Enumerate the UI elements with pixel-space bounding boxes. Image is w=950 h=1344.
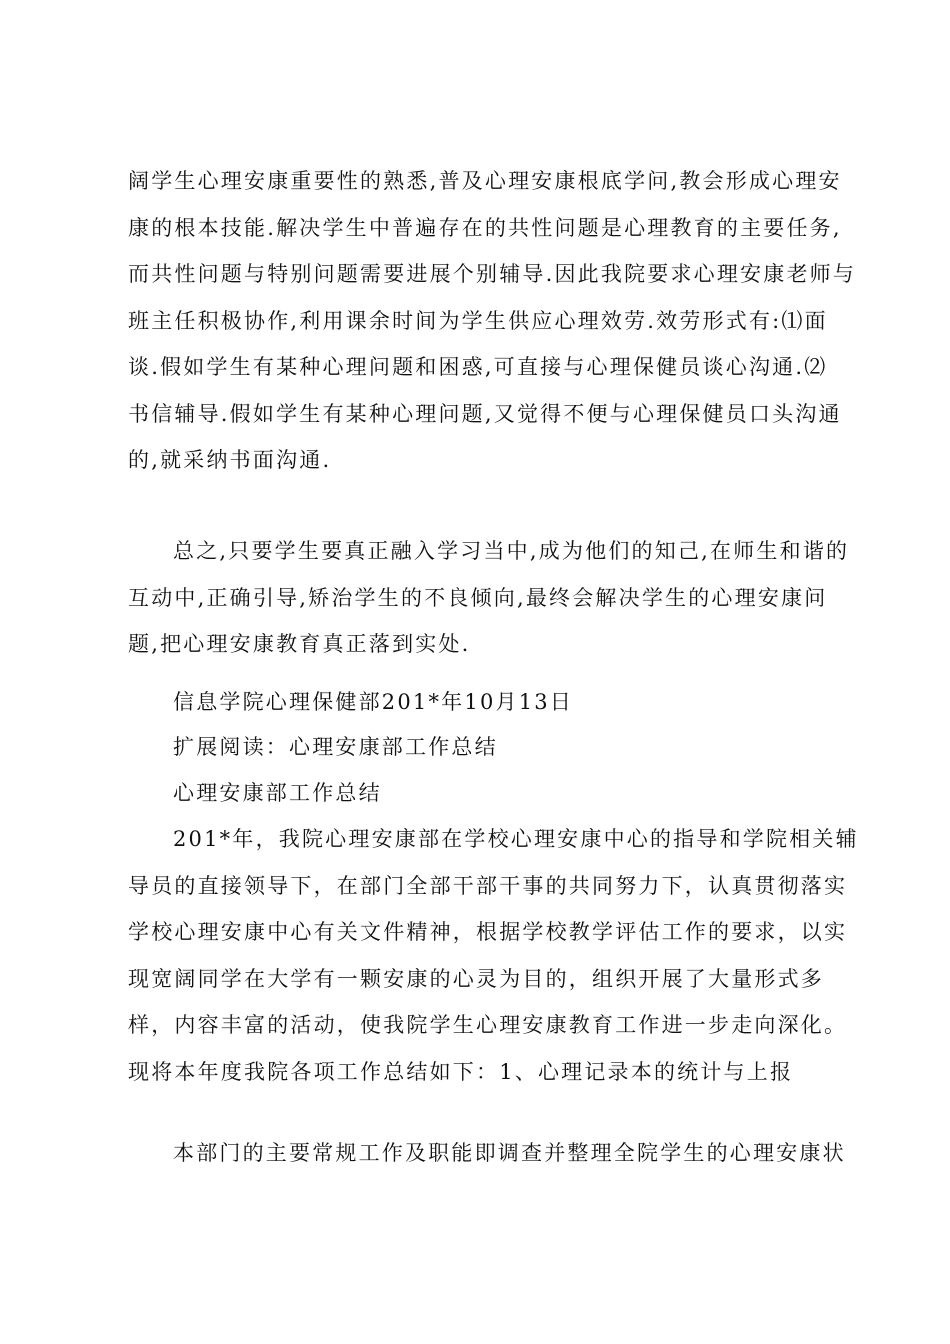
text-line: 现将本年度我院各项工作总结如下：1、心理记录本的统计与上报: [128, 1059, 794, 1084]
section-title-text: 心理安康部工作总结: [173, 781, 382, 805]
text-line: 阔学生心理安康重要性的熟悉,普及心理安康根底学问,教会形成心理安: [128, 169, 842, 193]
text-line: 现宽阔同学在大学有一颗安康的心灵为目的，组织开展了大量形式多: [128, 966, 824, 991]
text-line: 书信辅导.假如学生有某种心理问题,又觉得不便与心理保健员口头沟通: [128, 401, 842, 426]
text-line: 班主任积极协作,利用课余时间为学生供应心理效劳.效劳形式有:⑴面: [128, 308, 828, 333]
signature-line: [128, 679, 826, 726]
text-line: 本部门的主要常规工作及职能即调查并整理全院学生的心理安康状: [173, 1141, 846, 1165]
text-line: 康的根本技能.解决学生中普遍存在的共性问题是心理教育的主要任务,: [128, 215, 842, 240]
text-line: 题,把心理安康教育真正落到实处.: [128, 632, 471, 656]
paragraph-counseling-methods: [128, 158, 857, 484]
text-line: 201*年，我院心理安康部在学校心理安康中心的指导和学院相关辅: [173, 827, 859, 851]
text-line: 学校心理安康中心有关文件精神，根据学校教学评估工作的要求，以实: [128, 920, 848, 944]
paragraph-conclusion: [128, 528, 850, 668]
extended-reading-text: 扩展阅读：心理安康部工作总结: [173, 735, 498, 759]
text-line: 总之,只要学生要真正融入学习当中,成为他们的知己,在师生和谐的: [173, 539, 850, 563]
signature-text: 信息学院心理保健部201*年10月13日: [173, 690, 574, 714]
section-title: [128, 770, 826, 817]
text-line: 谈.假如学生有某种心理问题和困惑,可直接与心理保健员谈心沟通.⑵: [128, 355, 828, 379]
text-line: 样，内容丰富的活动，使我院学生心理安康教育工作进一步走向深化。: [128, 1013, 848, 1037]
text-line: 互动中,正确引导,矫治学生的不良倾向,最终会解决学生的心理安康问: [128, 585, 828, 610]
text-line: 导员的直接领导下，在部门全部干部干事的共同努力下，认真贯彻落实: [128, 873, 848, 898]
text-line: 而共性问题与特别问题需要进展个别辅导.因此我院要求心理安康老师与: [128, 262, 857, 286]
paragraph-annual-summary: [128, 816, 859, 1095]
extended-reading-line: [128, 724, 826, 771]
paragraph-department-duties: [128, 1130, 846, 1177]
text-line: 的,就采纳书面沟通.: [128, 448, 332, 472]
